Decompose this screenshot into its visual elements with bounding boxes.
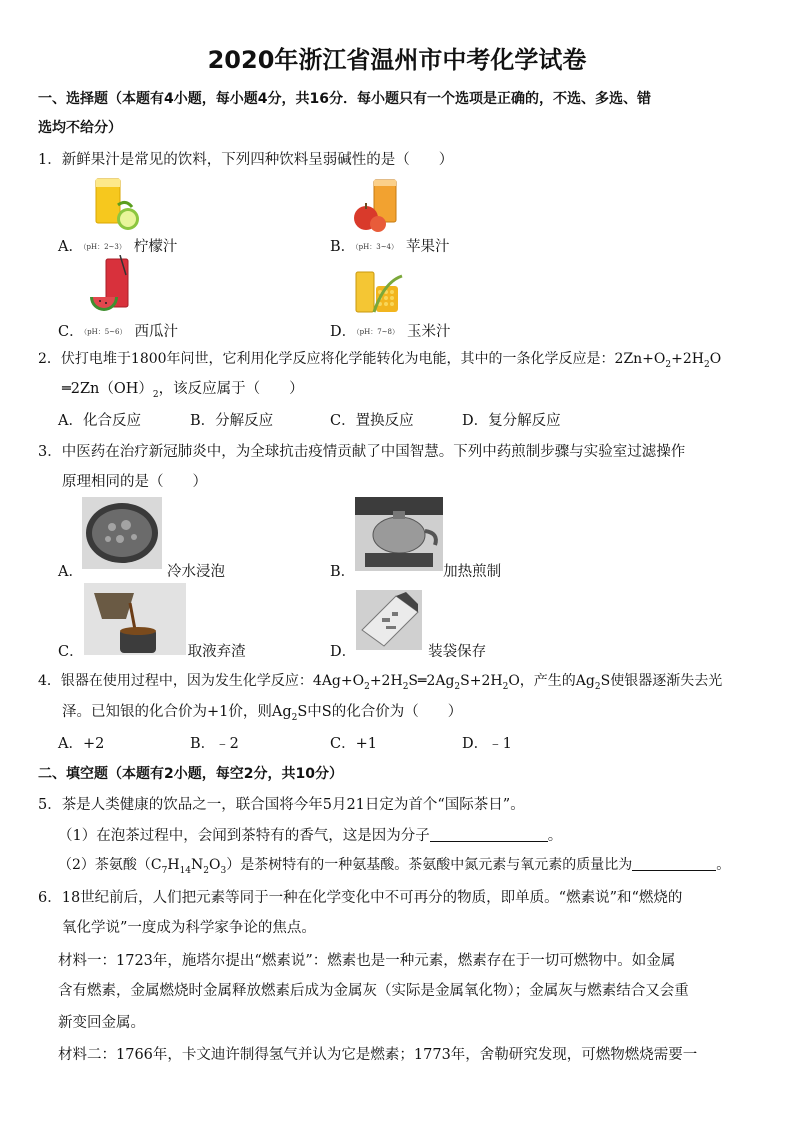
option-text: 取液弃渣: [187, 644, 246, 660]
q6-material1-line1: 材料一：1723年，施塔尔提出“燃素说”：燃素也是一种元素，燃素存在于一切可燃物中。如金属: [58, 953, 676, 969]
q5-part2: （2）茶氨酸$(C_7H_{14}N_2O_3)$是茶树特有的一种氨基酸。茶氨酸中氮元素与氧元素的质量比为 。: [58, 857, 731, 876]
q2-option-b[interactable]: B．分解反应: [190, 413, 274, 429]
q2-stem-line2: $═2Zn(OH)_2$，该反应属于（ ）: [62, 381, 304, 400]
answer-blank-1[interactable]: [430, 828, 548, 842]
q2-option-c[interactable]: C．置换反应: [330, 413, 414, 429]
q6-material2-line1: 材料二：1766年，卡文迪许制得氢气并认为它是燃素；1773年，舍勒研究发现，可燃物燃烧需要一: [58, 1047, 698, 1063]
q5-stem: 5．茶是人类健康的饮品之一，联合国将今年5月21日定为首个“国际茶日”。: [38, 797, 525, 813]
q6-material1-line3: 新变回金属。: [58, 1015, 145, 1031]
page-title: 2020年浙江省温州市中考化学试卷: [207, 46, 587, 74]
q4-option-c[interactable]: C．+1: [330, 736, 377, 752]
q1-option-c[interactable]: [58, 320, 178, 341]
section2-heading: 二、填空题（本题有2小题，每空2分，共10分）: [38, 766, 343, 782]
q1-option-a[interactable]: [58, 235, 177, 256]
q4-option-b[interactable]: B．﹣2: [190, 736, 239, 752]
ph-label: （pH：5~6）: [83, 328, 127, 336]
ph-label: （pH：3~4）: [355, 243, 399, 251]
q4-option-d[interactable]: D．﹣1: [462, 736, 512, 752]
section1-heading-line2: 选均不给分）: [38, 120, 122, 136]
option-text: 加热煎制: [443, 564, 502, 580]
q2-stem-line1: 2．伏打电堆于1800年问世，它利用化学反应将化学能转化为电能，其中的一条化学反应是：$2Zn+O_2+2H_2O$: [38, 351, 722, 370]
q3-option-b[interactable]: B． 加热煎制: [330, 564, 502, 580]
ph-label: （pH：2~3）: [82, 243, 126, 251]
q4-stem-line2: 泽。已知银的化合价为+1价，则$Ag_2S$中S的化合价为（ ）: [62, 704, 463, 723]
q3-option-c[interactable]: C． 取液弃渣: [58, 644, 246, 660]
option-text: 装袋保存: [428, 644, 487, 660]
watermelon-juice-image: [88, 255, 138, 317]
q4-stem-line1: 4．银器在使用过程中，因为发生化学反应：$4Ag+O_2+2H_2S═2Ag_2S+2H_2O$，产生的$Ag_2S$使银器逐渐失去光: [38, 673, 723, 692]
option-letter: B．: [330, 239, 356, 255]
q6-stem-line2: 氧化学说”一度成为科学家争论的焦点。: [62, 920, 316, 936]
option-letter: C．: [58, 324, 84, 340]
q1-stem: 1．新鲜果汁是常见的饮料，下列四种饮料呈弱碱性的是（ ）: [38, 152, 454, 168]
corn-juice-image: [352, 268, 404, 320]
lemon-juice-image: [88, 175, 144, 231]
q3-stem-line2: 原理相同的是（ ）: [62, 474, 207, 490]
apple-juice-image: [350, 178, 406, 234]
q1-option-b[interactable]: [330, 235, 450, 256]
q3-option-a[interactable]: A． 冷水浸泡: [58, 564, 225, 580]
q3-option-d[interactable]: D． 装袋保存: [330, 644, 487, 660]
section1-heading-line1: 一、选择题（本题有4小题，每小题4分，共16分．每小题只有一个选项是正确的，不选、多选、错: [38, 91, 651, 107]
q6-stem-line1: 6．18世纪前后，人们把元素等同于一种在化学变化中不可再分的物质，即单质。“燃素说”和“燃烧的: [38, 890, 683, 906]
option-letter: A．: [58, 239, 83, 255]
option-letter: D．: [330, 324, 357, 340]
option-text: 玉米汁: [407, 324, 451, 340]
q4-option-a[interactable]: A．+2: [58, 736, 105, 752]
option-text: 冷水浸泡: [166, 564, 225, 580]
q6-material1-line2: 含有燃素，金属燃烧时金属释放燃素后成为金属灰（实际是金属氧化物）；金属灰与燃素结合又会重: [58, 983, 689, 999]
q3-stem-line1: 3．中医药在治疗新冠肺炎中，为全球抗击疫情贡献了中国智慧。下列中药煎制步骤与实验室过滤操作: [38, 444, 686, 460]
option-text: 柠檬汁: [133, 239, 178, 255]
ph-label: （pH：7~8）: [356, 328, 399, 336]
option-text: 西瓜汁: [134, 324, 178, 340]
q2-option-a[interactable]: A．化合反应: [58, 413, 141, 429]
q2-option-d[interactable]: D．复分解反应: [462, 413, 561, 429]
q5-part1: （1）在泡茶过程中，会闻到茶特有的香气，这是因为分子 。: [58, 828, 563, 844]
q1-option-d[interactable]: [330, 320, 451, 341]
pot-soaking-image: [82, 497, 162, 569]
option-text: 苹果汁: [406, 239, 450, 255]
answer-blank-2[interactable]: [632, 857, 716, 871]
